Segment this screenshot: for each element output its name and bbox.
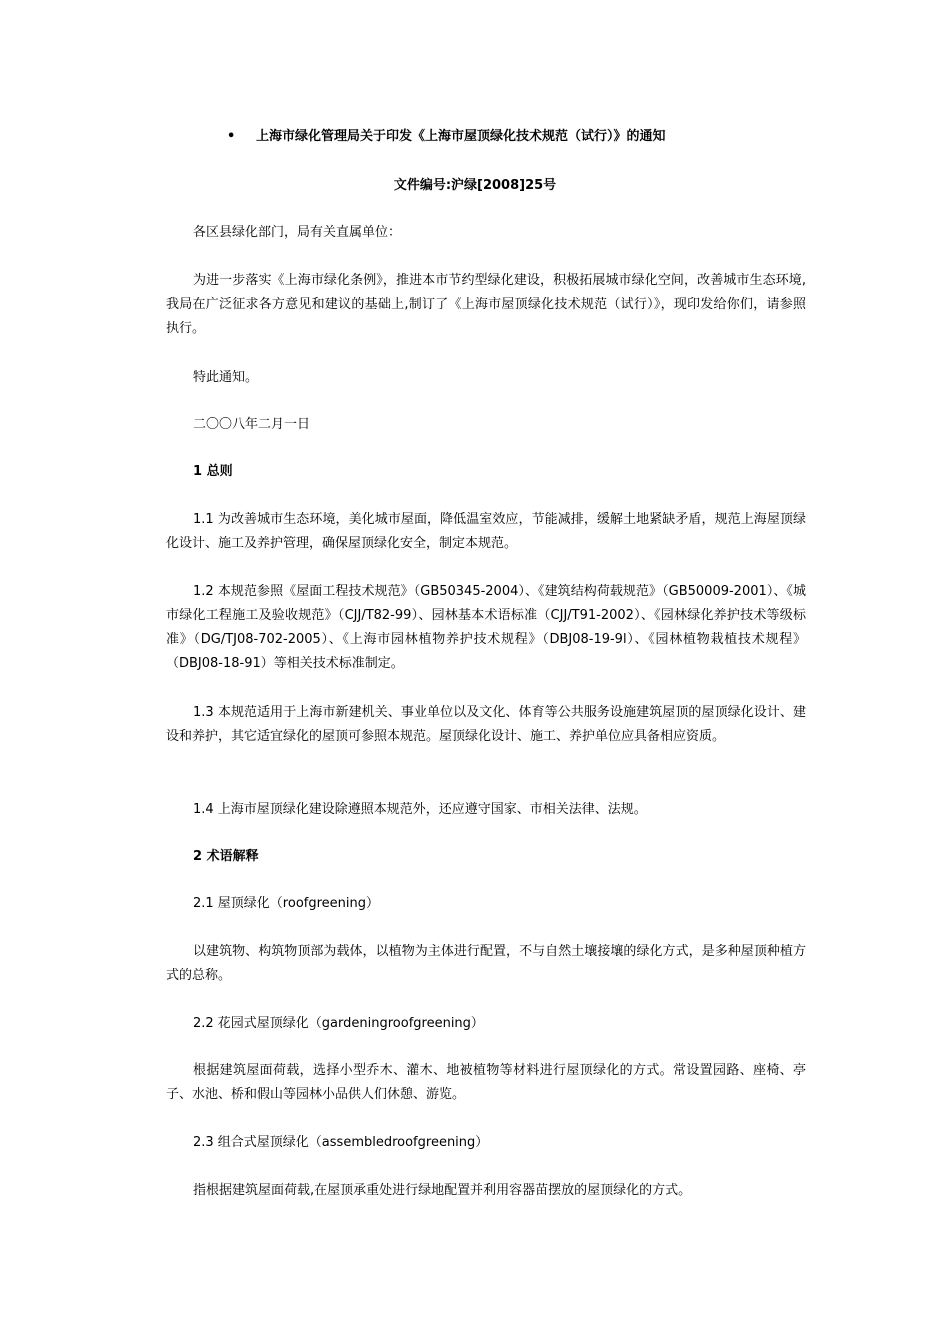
document-number: 文件编号:沪绿[2008]25号 — [393, 178, 557, 193]
section-heading-general: 1 总则 — [193, 464, 233, 479]
term-2-2-definition: 根据建筑屋面荷载，选择小型乔木、灌木、地被植物等材料进行屋顶绿化的方式。常设置园路、座椅、亭子、水池、桥和假山等园林小品供人们休憩、游览。 — [166, 1063, 806, 1102]
bullet-icon: • — [227, 129, 236, 144]
document-date: 二〇〇八年二月一日 — [193, 417, 311, 432]
term-2-3-definition: 指根据建筑屋面荷载,在屋顶承重处进行绿地配置并利用容器苗摆放的屋顶绿化的方式。 — [193, 1183, 692, 1198]
clause-1-2: 1.2 本规范参照《屋面工程技术规范》（GB50345-2004）、《建筑结构荷载规范》（GB50009-2001）、《城市绿化工程施工及验收规范》（CJJ/T82-99）、园林基本术语标准（CJJ/T91-2002）、《园林绿化养护技术等级标准》（DG/TJ08-702-2005）、《上海市园林植物养护技术规程》（DBJ08-19-9l）、《园林植物栽植技术规程》（DBJ08-18-91）等相关技术标准制定。 — [166, 584, 806, 671]
notice-closing: 特此通知。 — [193, 370, 259, 385]
document-title: 上海市绿化管理局关于印发《上海市屋顶绿化技术规范（试行）》的通知 — [256, 129, 666, 144]
term-2-1-definition: 以建筑物、构筑物顶部为载体，以植物为主体进行配置，不与自然土壤接壤的绿化方式，是多种屋顶种植方式的总称。 — [166, 944, 806, 983]
clause-1-3: 1.3 本规范适用于上海市新建机关、事业单位以及文化、体育等公共服务设施建筑屋顶的屋顶绿化设计、建设和养护，其它适宜绿化的屋顶可参照本规范。屋顶绿化设计、施工、养护单位应具备相应资质。 — [166, 705, 806, 744]
term-2-2-heading: 2.2 花园式屋顶绿化（gardeningroofgreening） — [193, 1016, 484, 1031]
term-2-3-heading: 2.3 组合式屋顶绿化（assembledroofgreening） — [193, 1135, 489, 1150]
clause-1-1: 1.1 为改善城市生态环境，美化城市屋面，降低温室效应，节能减排，缓解土地紧缺矛盾，规范上海屋顶绿化设计、施工及养护管理，确保屋顶绿化安全，制定本规范。 — [166, 512, 806, 551]
section-heading-terms: 2 术语解释 — [193, 849, 259, 864]
term-2-1-heading: 2.1 屋顶绿化（roofgreening） — [193, 896, 379, 911]
clause-1-4: 1.4 上海市屋顶绿化建设除遵照本规范外，还应遵守国家、市相关法律、法规。 — [193, 802, 647, 817]
salutation: 各区县绿化部门，局有关直属单位： — [193, 225, 402, 240]
intro-paragraph: 为进一步落实《上海市绿化条例》，推进本市节约型绿化建设，积极拓展城市绿化空间，改善城市生态环境,我局在广泛征求各方意见和建议的基础上,制订了《上海市屋顶绿化技术规范（试行）》，现印发给你们，请参照执行。 — [166, 273, 806, 336]
